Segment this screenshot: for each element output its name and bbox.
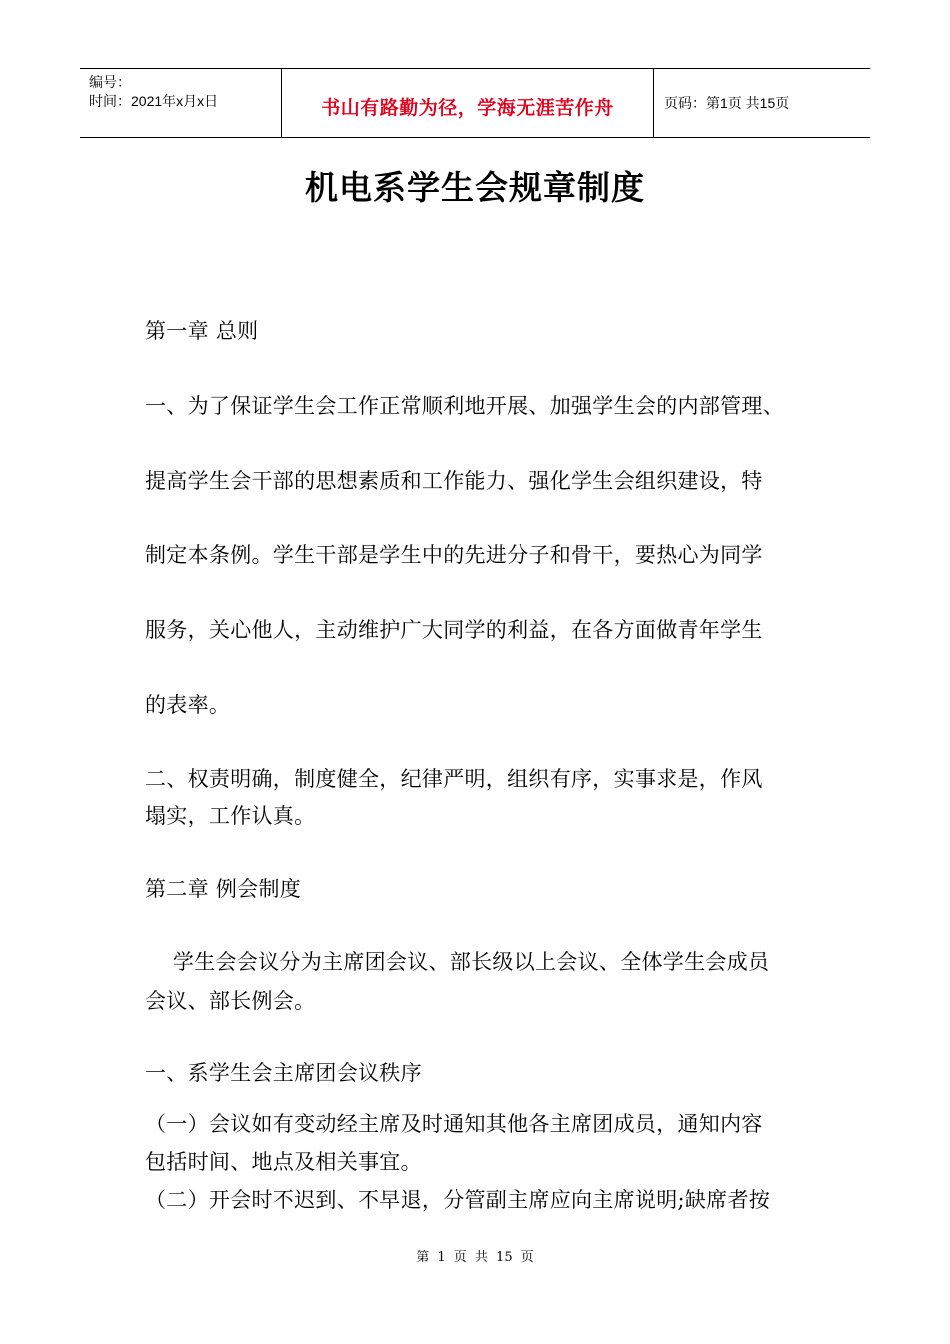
body-line: 学生会会议分为主席团会议、部长级以上会议、全体学生会成员 xyxy=(145,950,770,974)
body-line: 包括时间、地点及相关事宜。 xyxy=(145,1150,422,1174)
body-line: 制定本条例。学生干部是学生中的先进分子和骨干，要热心为同学 xyxy=(145,543,763,567)
time-label: 时间：2021年x月x日 xyxy=(89,93,219,109)
page-info-text: 页码：第1页 共15页 xyxy=(664,95,790,111)
body-line: （一）会议如有变动经主席及时通知其他各主席团成员，通知内容 xyxy=(145,1112,763,1136)
header-meta xyxy=(80,69,281,137)
body-line: 服务，关心他人，主动维护广大同学的利益，在各方面做青年学生 xyxy=(145,618,763,642)
header-page-info xyxy=(654,69,870,137)
body-line: （二）开会时不迟到、不早退，分管副主席应向主席说明;缺席者按 xyxy=(145,1188,771,1212)
body-line: 塌实，工作认真。 xyxy=(145,804,316,828)
body-line: 一、为了保证学生会工作正常顺利地开展、加强学生会的内部管理、 xyxy=(145,394,784,418)
body-line: 二、权责明确，制度健全，纪律严明，组织有序，实事求是，作风 xyxy=(145,767,763,791)
section-heading: 一、系学生会主席团会议秩序 xyxy=(145,1061,422,1085)
header-motto-cell xyxy=(281,69,654,137)
chapter-heading: 第一章 总则 xyxy=(145,319,259,343)
document-title: 机电系学生会规章制度 xyxy=(305,168,645,207)
motto-text: 书山有路勤为径，学海无涯苦作舟 xyxy=(321,96,614,119)
number-label: 编号： xyxy=(89,74,131,90)
body-line: 提高学生会干部的思想素质和工作能力、强化学生会组织建设，特 xyxy=(145,469,763,493)
chapter-heading: 第二章 例会制度 xyxy=(145,877,302,901)
body-line: 的表率。 xyxy=(145,693,231,717)
page-footer: 第 1 页 共 15 页 xyxy=(416,1250,534,1265)
page-header xyxy=(80,68,870,138)
body-line: 会议、部长例会。 xyxy=(145,989,316,1013)
